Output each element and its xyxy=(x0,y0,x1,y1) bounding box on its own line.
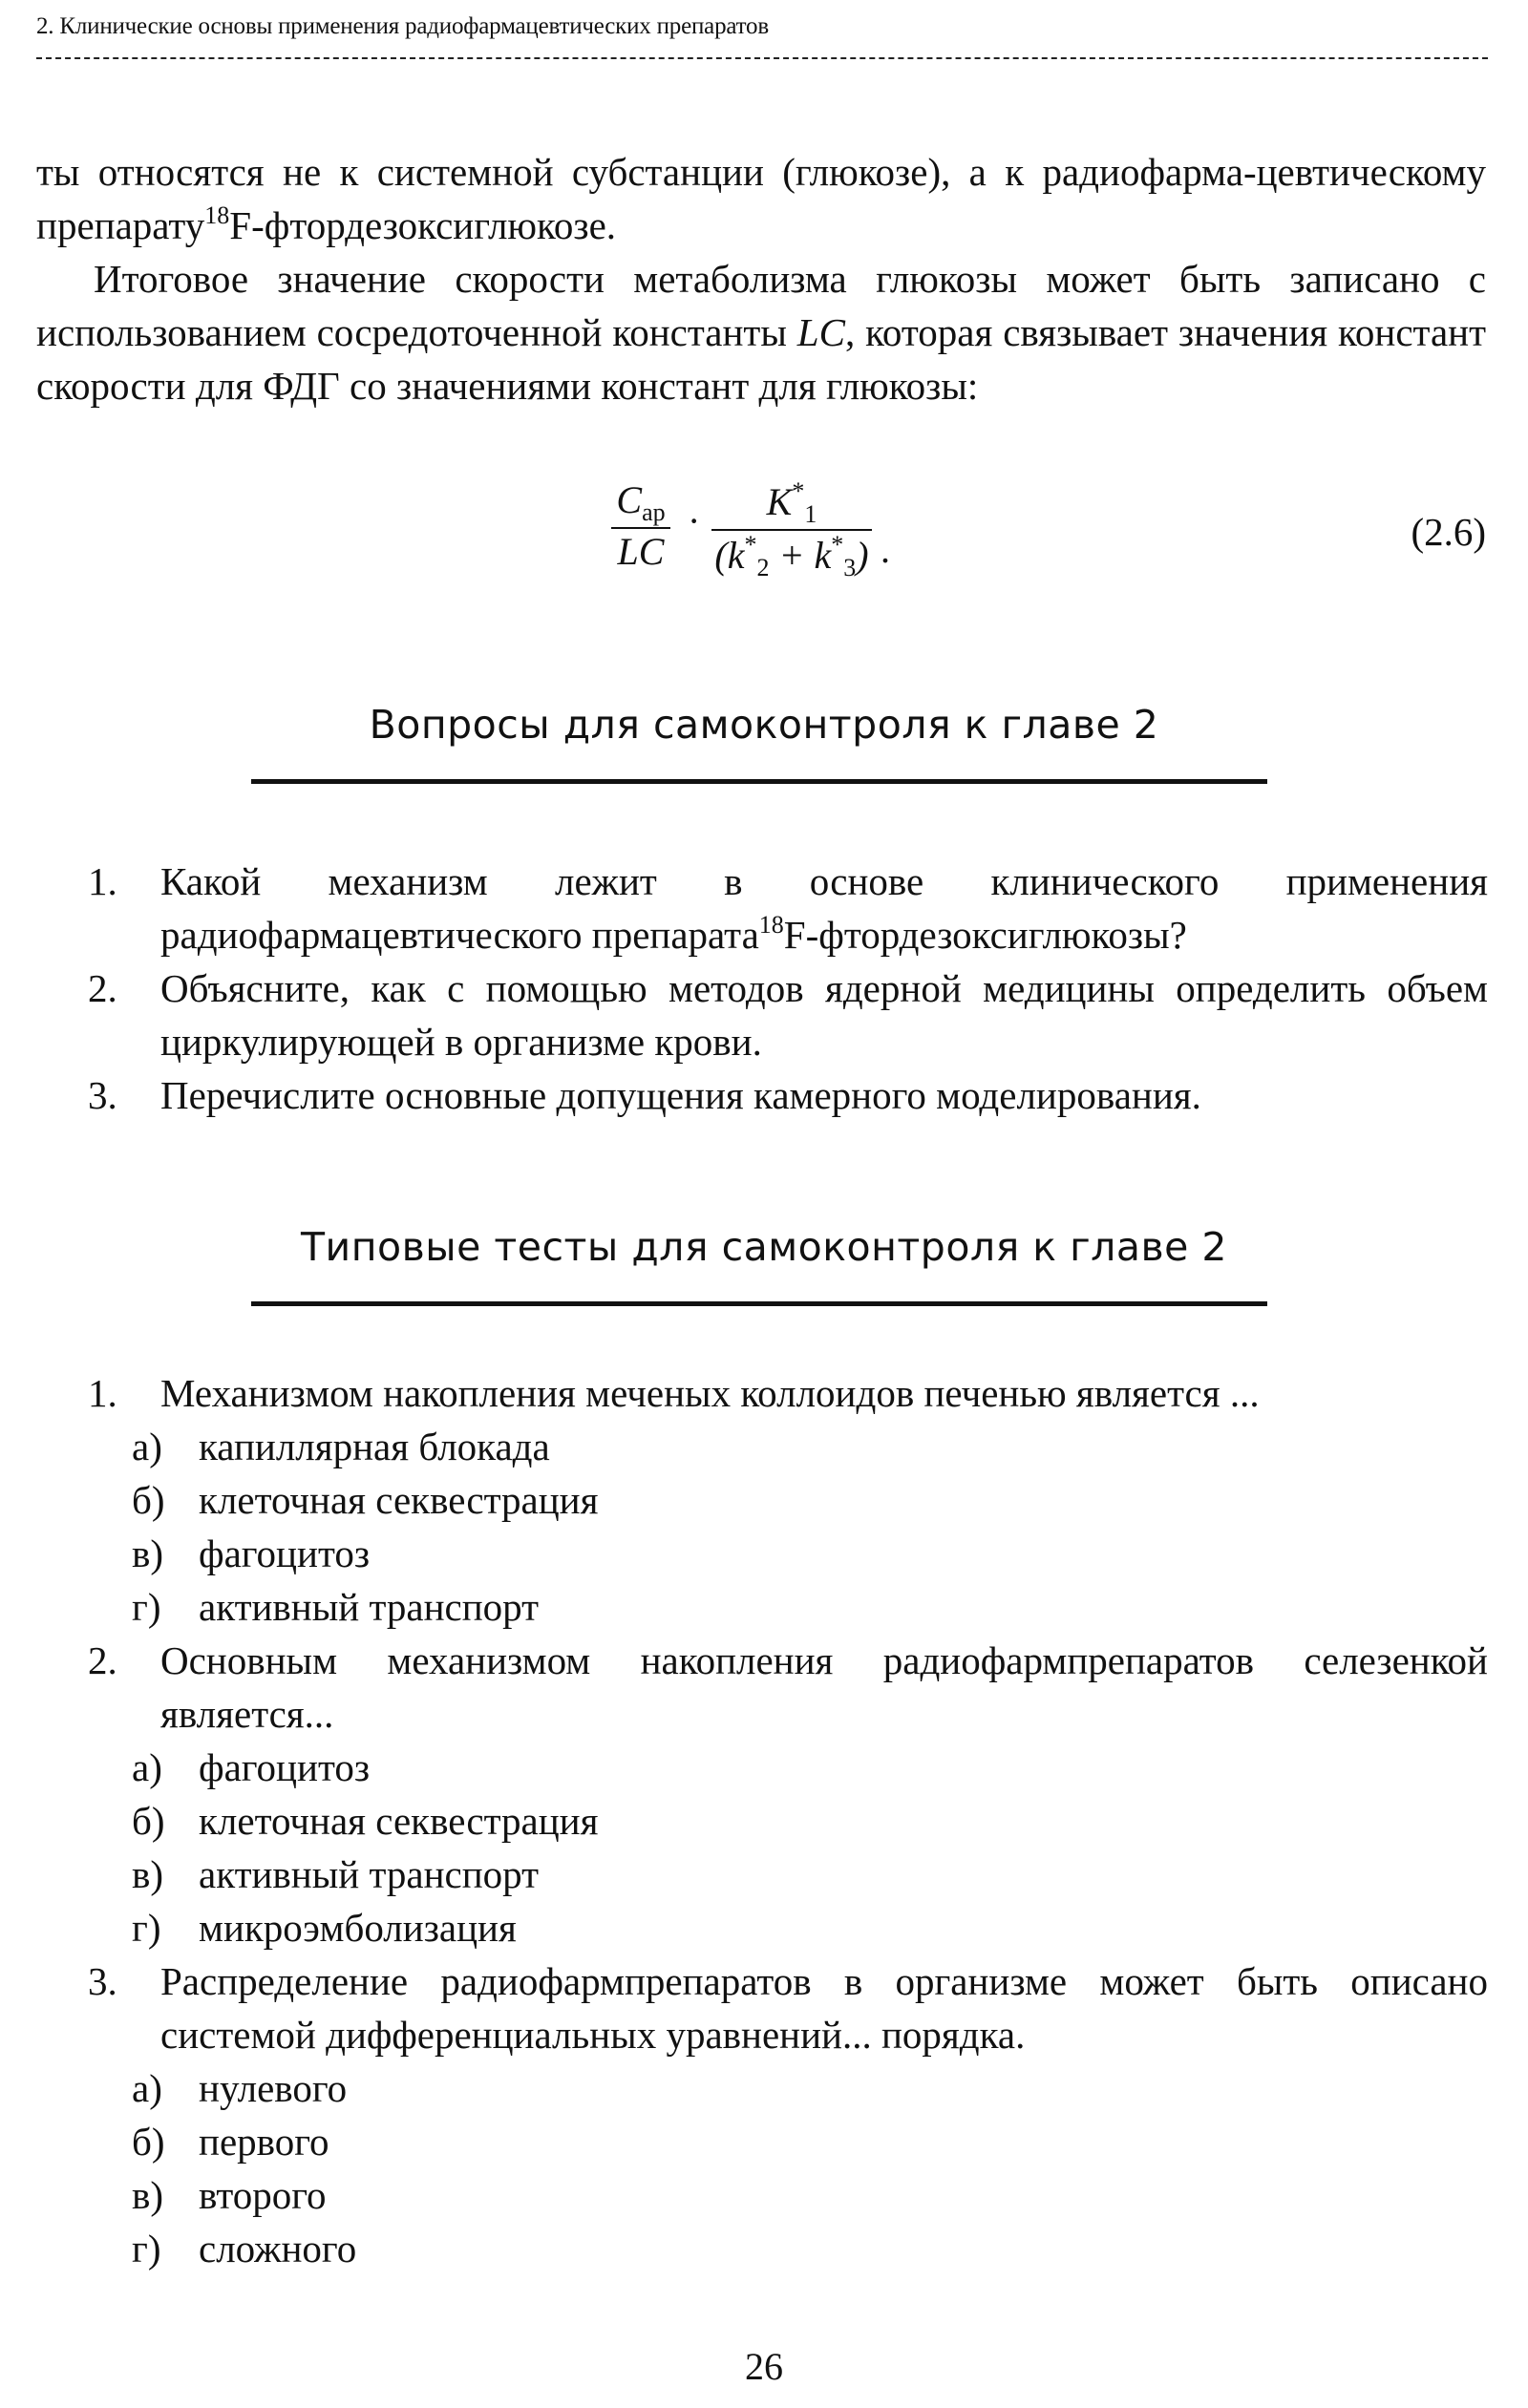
test-item: 1. Механизмом накопления меченых коллоидов печенью является ... xyxy=(88,1371,1260,1415)
test-option: г) сложного xyxy=(132,2227,357,2271)
questions-section-title: Вопросы для самоконтроля к главе 2 xyxy=(369,702,1159,748)
test-option: в) фагоцитоз xyxy=(132,1531,371,1575)
test-option: а) фагоцитоз xyxy=(132,1745,371,1789)
test-item: 2. Основным механизмом накопления радиофармпрепаратов селезенкой является... xyxy=(88,1638,1488,1736)
test-option: а) капиллярная блокада xyxy=(132,1425,550,1468)
tests-section-title: Типовые тесты для самоконтроля к главе 2 xyxy=(301,1224,1227,1270)
test-option: б) первого xyxy=(132,2120,329,2164)
paragraph-2: Итоговое значение скорости метаболизма глюкозы может быть записано с использованием сосредоточенной константы LC, которая связывает значения констант скорости для ФДГ со значениями констант для глюкозы: xyxy=(36,257,1487,408)
test-option: в) активный транспорт xyxy=(132,1852,540,1896)
formula-period: . xyxy=(881,528,890,571)
test-option: г) активный транспорт xyxy=(132,1585,540,1629)
questions-list xyxy=(36,855,1488,1122)
equation-number: (2.6) xyxy=(1411,510,1486,554)
question-item: 1. Какой механизм лежит в основе клинического применения радиофармацевтического препарата$^{18}$F-фтордезоксиглюкозы? xyxy=(88,859,1488,957)
formula-fraction-k: $\frac{K^*_1}{(k^*_2 + k^*_3)}$ xyxy=(711,477,872,582)
test-option: г) микроэмболизация xyxy=(132,1906,517,1950)
tests-section-rule xyxy=(251,1301,1267,1306)
question-item: 3. Перечислите основные допущения камерного моделирования. xyxy=(88,1073,1201,1117)
running-head: 2. Клинические основы применения радиофармацевтических препаратов xyxy=(36,13,769,39)
formula-dot: · xyxy=(688,499,701,542)
page-number: 26 xyxy=(745,2345,783,2388)
test-item: 3. Распределение радиофармпрепаратов в организме может быть описано системой дифференциальных уравнений... порядка. xyxy=(88,1959,1488,2057)
body-text xyxy=(36,145,1486,412)
paragraph-1: ты относятся не к системной субстанции (глюкозе), а к радиофарма-цевтическому препарату$^{18}$F-фтордезоксиглюкозе. xyxy=(36,150,1486,247)
header-rule xyxy=(36,57,1488,59)
test-option: а) нулевого xyxy=(132,2066,348,2110)
question-item: 2. Объясните, как с помощью методов ядерной медицины определить объем циркулирующей в организме крови. xyxy=(88,966,1488,1064)
formula-fraction-c-lc: $C_{ар}$ LC xyxy=(611,477,670,574)
tests-list xyxy=(36,1366,1488,2275)
questions-section-rule xyxy=(251,779,1267,784)
test-option: б) клеточная секвестрация xyxy=(132,1799,599,1843)
test-option: в) второго xyxy=(132,2173,327,2217)
test-option: б) клеточная секвестрация xyxy=(132,1478,599,1522)
